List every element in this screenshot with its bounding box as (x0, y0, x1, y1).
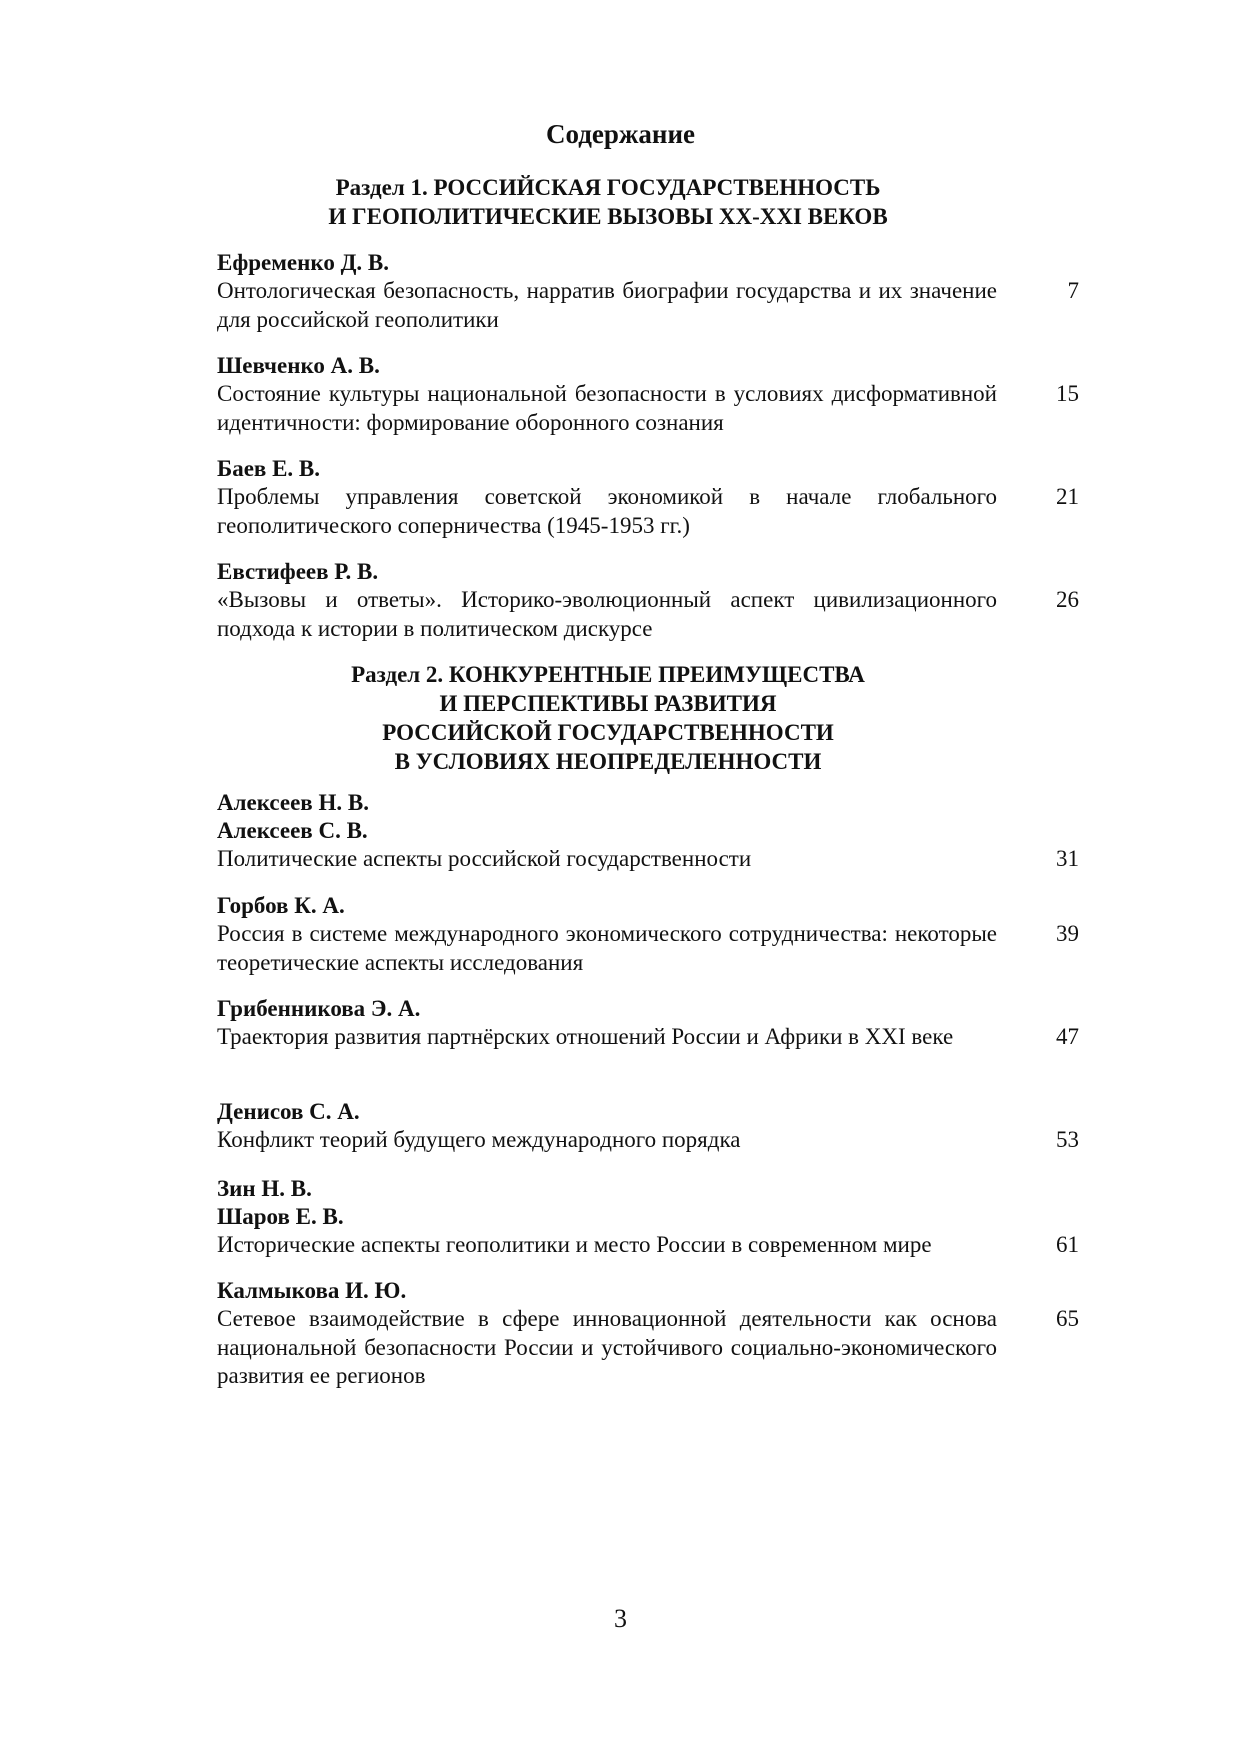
entry-author: Евстифеев Р. В. (217, 559, 379, 584)
entry-author: Грибенникова Э. А. (217, 996, 421, 1021)
toc-title: Содержание (545, 119, 696, 149)
entry-author: Горбов К. А. (217, 893, 345, 918)
toc-entry (217, 995, 1097, 1052)
page-number: 3 (614, 1604, 627, 1633)
toc-entry (217, 249, 1097, 334)
entry-page-number: 31 (1056, 846, 1079, 871)
entry-author: Алексеев Н. В. (217, 790, 369, 815)
entry-author: Калмыкова И. Ю. (217, 1278, 407, 1303)
entry-title: Политические аспекты российской государственности (217, 846, 752, 871)
section-heading-line: В УСЛОВИЯХ НЕОПРЕДЕЛЕННОСТИ (394, 749, 822, 774)
section-2-heading (0, 660, 1216, 776)
entry-title: Россия в системе международного экономического сотрудничества: некоторые теоретические аспекты исследования (217, 921, 997, 975)
entry-page-number: 39 (1056, 921, 1079, 946)
toc-entry (217, 558, 1097, 643)
toc-entry (217, 1277, 1097, 1391)
entry-page-number: 15 (1056, 381, 1079, 406)
section-1-heading (0, 173, 1216, 231)
entry-title: Состояние культуры национальной безопасности в условиях дисформативной идентичности: формирование оборонного сознания (217, 381, 997, 435)
toc-entry (217, 1098, 1097, 1155)
toc-entry (217, 789, 1097, 874)
toc-entry (217, 455, 1097, 540)
entry-page-number: 65 (1056, 1306, 1079, 1331)
entry-page-number: 26 (1056, 587, 1079, 612)
entry-title: Проблемы управления советской экономикой в начале глобального геополитического соперничества (1945-1953 гг.) (217, 484, 997, 538)
section-heading-line: И ГЕОПОЛИТИЧЕСКИЕ ВЫЗОВЫ ХХ-XXI ВЕКОВ (328, 204, 888, 229)
entry-page-number: 21 (1056, 484, 1079, 509)
entry-author: Зин Н. В. (217, 1176, 312, 1201)
entry-title: Траектория развития партнёрских отношений России и Африки в XXI веке (217, 1024, 954, 1049)
toc-entry (217, 892, 1097, 977)
entry-author: Ефременко Д. В. (217, 250, 389, 275)
entry-page-number: 47 (1056, 1024, 1079, 1049)
entry-page-number: 61 (1056, 1232, 1079, 1257)
section-heading-line: РОССИЙСКОЙ ГОСУДАРСТВЕННОСТИ (382, 720, 834, 745)
entry-title: Онтологическая безопасность, нарратив биографии государства и их значение для российской геополитики (217, 278, 997, 332)
entry-title: «Вызовы и ответы». Историко-эволюционный аспект цивилизационного подхода к истории в политическом дискурсе (217, 587, 997, 641)
section-heading-line: Раздел 2. КОНКУРЕНТНЫЕ ПРЕИМУЩЕСТВА (351, 662, 865, 687)
entry-page-number: 7 (1067, 278, 1079, 303)
entry-title: Конфликт теорий будущего международного порядка (217, 1127, 741, 1152)
entry-author: Баев Е. В. (217, 456, 321, 481)
toc-entry (217, 1175, 1097, 1260)
entry-author: Денисов С. А. (217, 1099, 360, 1124)
entry-title: Исторические аспекты геополитики и место России в современном мире (217, 1232, 932, 1257)
toc-entry (217, 352, 1097, 437)
section-heading-line: И ПЕРСПЕКТИВЫ РАЗВИТИЯ (439, 691, 777, 716)
entry-page-number: 53 (1056, 1127, 1079, 1152)
section-heading-line: Раздел 1. РОССИЙСКАЯ ГОСУДАРСТВЕННОСТЬ (335, 175, 881, 200)
entry-author: Алексеев С. В. (217, 818, 368, 843)
entry-title: Сетевое взаимодействие в сфере инновационной деятельности как основа национальной безопасности России и устойчивого социально-экономического развития ее регионов (217, 1306, 997, 1388)
entry-author: Шевченко А. В. (217, 353, 380, 378)
entry-author: Шаров Е. В. (217, 1204, 344, 1229)
